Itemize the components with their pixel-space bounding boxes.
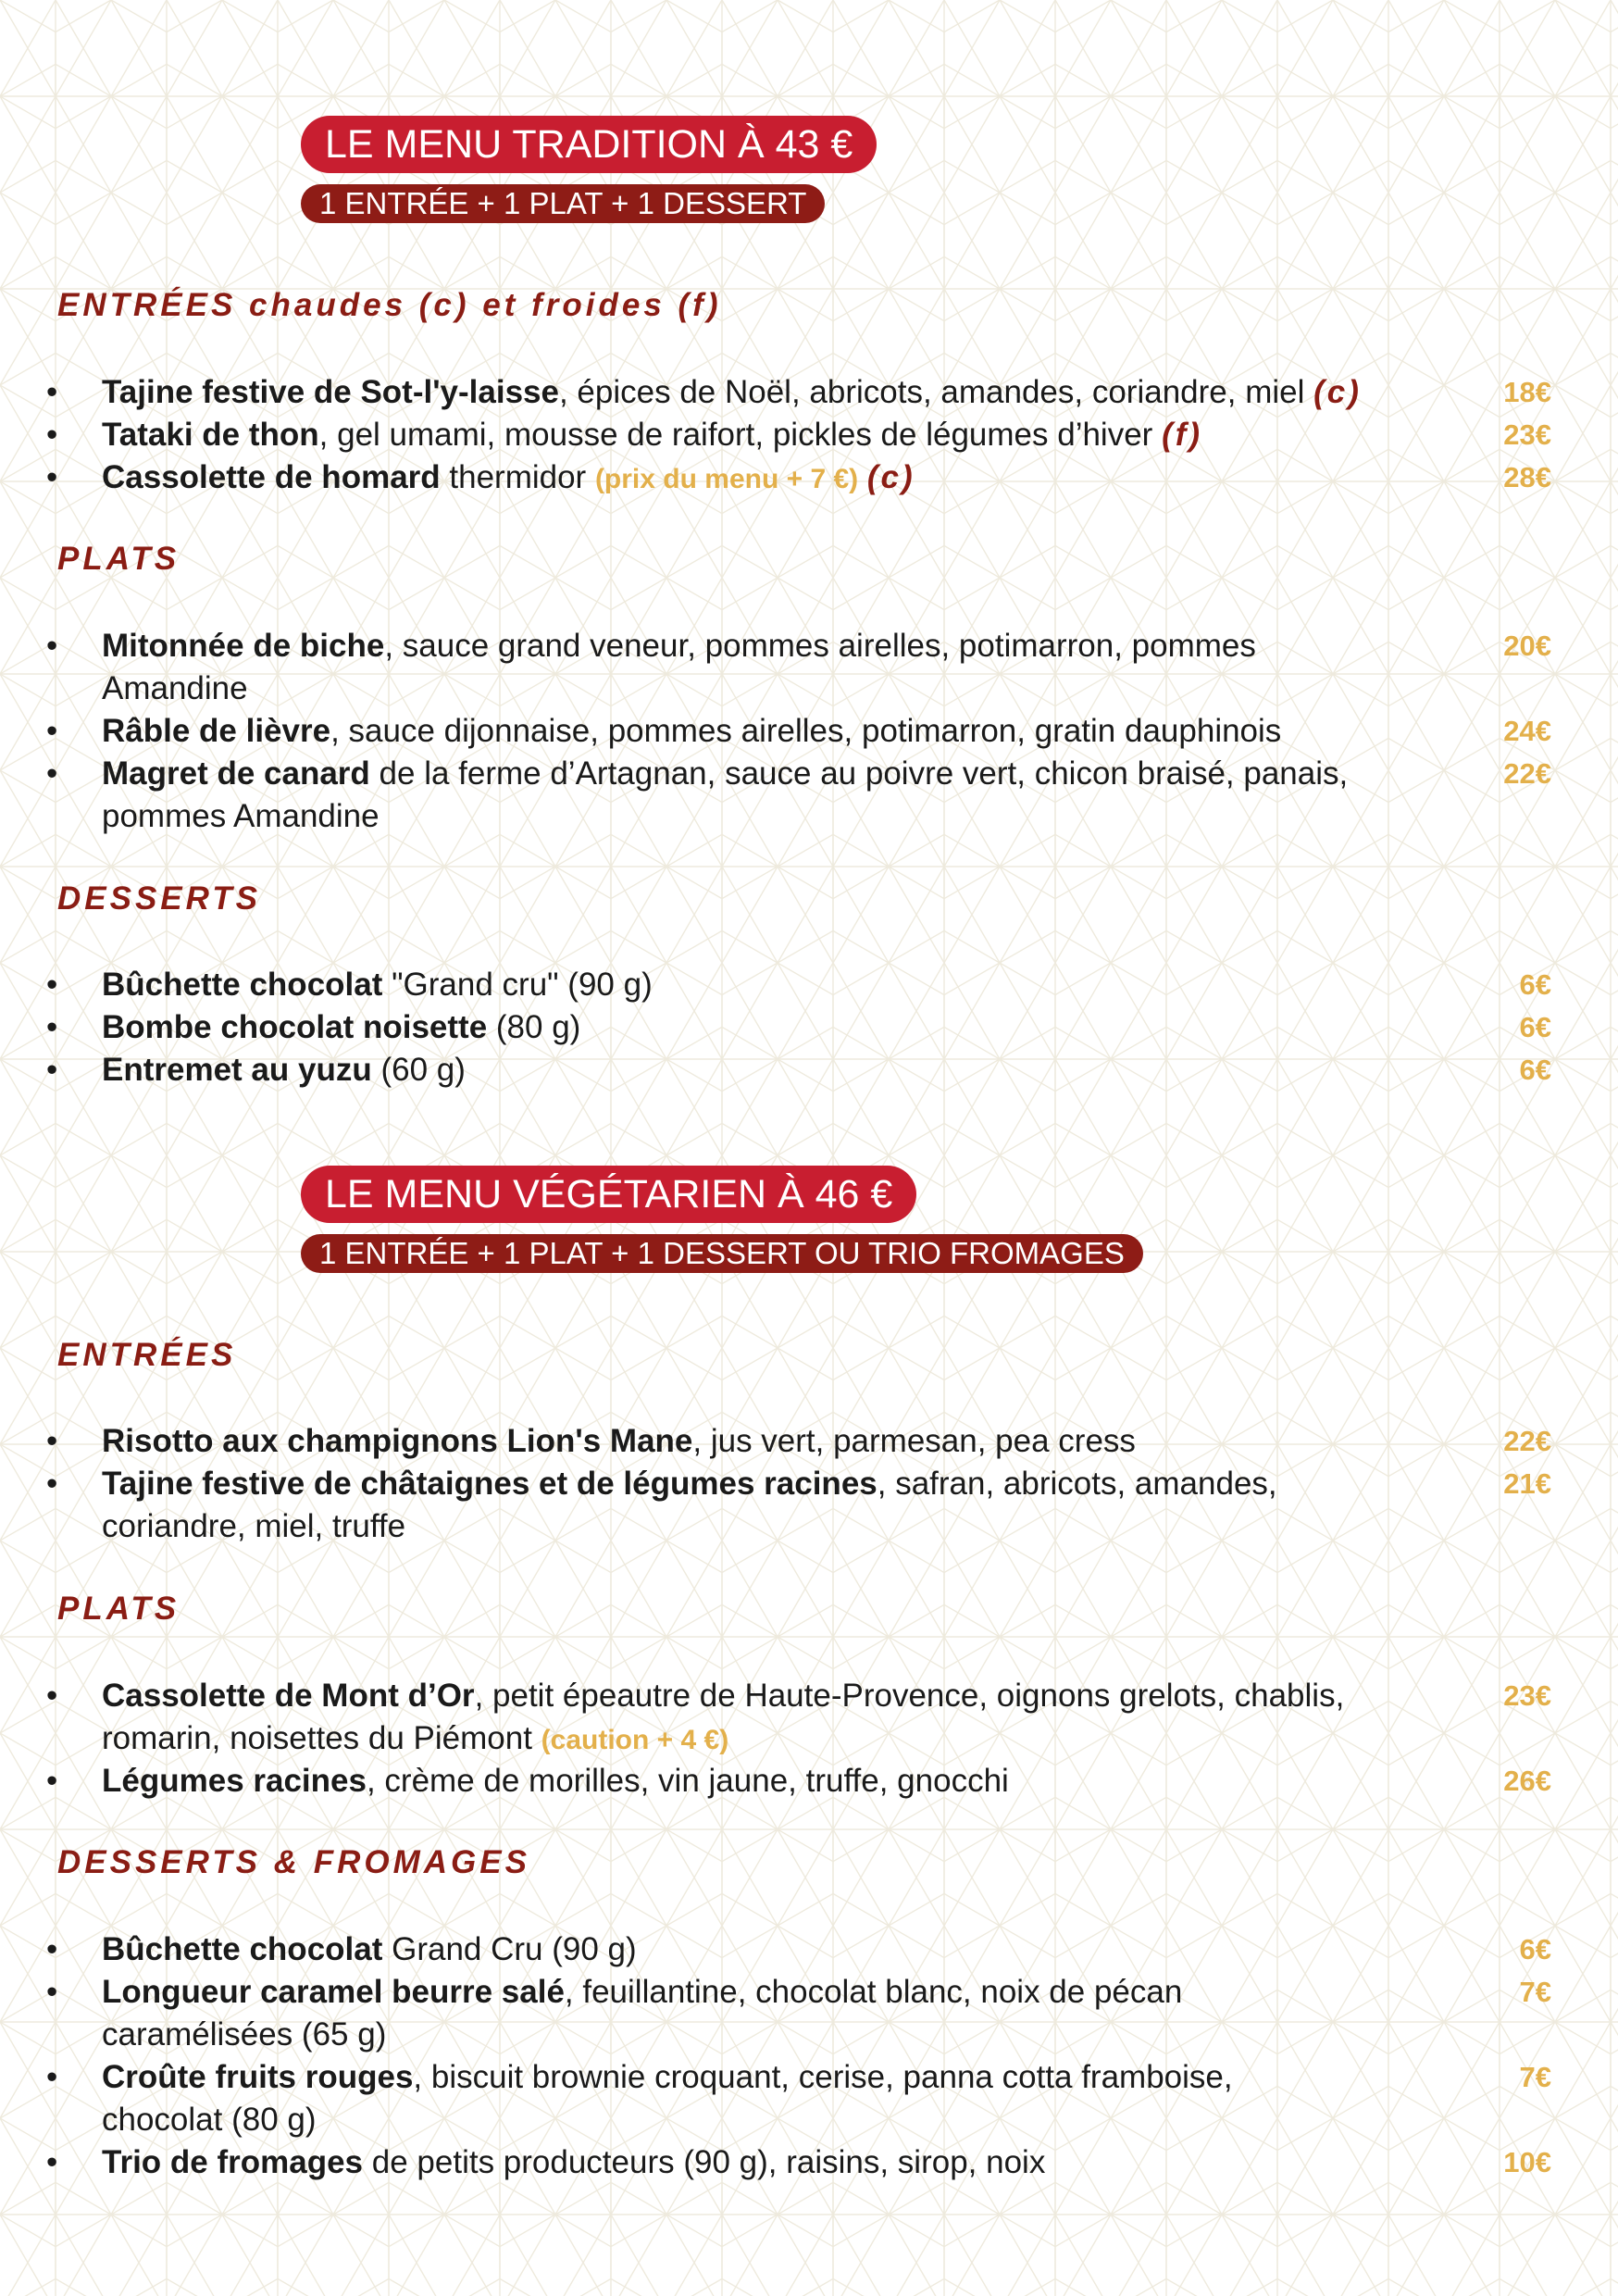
item-name: Tajine festive de Sot-l'y-laisse xyxy=(102,374,559,410)
item-description: (60 g) xyxy=(371,1052,466,1088)
item-description: , sauce grand veneur, pommes airelles, potimarron, pommes xyxy=(384,628,1256,664)
item-price: 24€ xyxy=(1503,715,1551,747)
item-name: Magret de canard xyxy=(102,755,370,792)
item-note: (prix du menu + 7 €) xyxy=(594,464,859,494)
bullet: • xyxy=(46,1678,58,1714)
bullet: • xyxy=(46,628,58,664)
item-name: Tajine festive de châtaignes et de légumes racines xyxy=(102,1466,877,1502)
item-name: Risotto aux champignons Lion's Mane xyxy=(102,1423,693,1459)
item-price: 7€ xyxy=(1519,1976,1551,2008)
item-name: Cassolette de homard xyxy=(102,459,441,495)
bullet: • xyxy=(46,1466,58,1502)
item-name: Tataki de thon xyxy=(102,417,319,453)
item-price: 20€ xyxy=(1503,630,1551,662)
item-price: 26€ xyxy=(1503,1765,1551,1797)
bullet: • xyxy=(46,967,58,1003)
menu-tradition-title: LE MENU TRADITION À 43 € xyxy=(301,116,877,173)
item-note: (caution + 4 €) xyxy=(541,1725,729,1755)
item-description-continued: Amandine xyxy=(102,670,248,706)
item-description: thermidor xyxy=(440,459,595,495)
item-name: Entremet au yuzu xyxy=(102,1052,372,1088)
item-description: , gel umami, mousse de raifort, pickles de légumes d’hiver xyxy=(318,417,1163,453)
bullet: • xyxy=(46,713,58,749)
item-tag: (c) xyxy=(1313,374,1362,410)
bullet: • xyxy=(46,1052,58,1088)
section-heading-desserts-tradition: DESSERTS xyxy=(57,880,262,917)
bullet: • xyxy=(46,1931,58,1967)
item-description-continued: coriandre, miel, truffe xyxy=(102,1508,406,1544)
item-tag: (f) xyxy=(1162,417,1203,453)
item-description: "Grand cru" (90 g) xyxy=(382,967,653,1003)
item-description-continued: caramélisées (65 g) xyxy=(102,2016,387,2053)
menu-item xyxy=(46,2141,1551,2184)
bullet: • xyxy=(46,755,58,792)
item-price: 22€ xyxy=(1503,1425,1551,1457)
bullet: • xyxy=(46,2144,58,2180)
item-price: 18€ xyxy=(1503,376,1551,408)
menu-item xyxy=(46,456,1551,501)
bullet: • xyxy=(46,2059,58,2095)
item-name: Croûte fruits rouges xyxy=(102,2059,414,2095)
bullet: • xyxy=(46,1974,58,2010)
bullet: • xyxy=(46,417,58,453)
item-name: Cassolette de Mont d’Or xyxy=(102,1678,475,1714)
item-description: (80 g) xyxy=(487,1009,581,1045)
item-price: 21€ xyxy=(1503,1467,1551,1500)
item-price: 23€ xyxy=(1503,1679,1551,1712)
item-price: 22€ xyxy=(1503,757,1551,790)
menu-item xyxy=(46,1971,1551,2056)
menu-item xyxy=(46,1675,1551,1762)
menu-item xyxy=(46,1006,1551,1049)
menu-vegetarien-title: LE MENU VÉGÉTARIEN À 46 € xyxy=(301,1166,916,1223)
bullet: • xyxy=(46,1009,58,1045)
section-heading-plats-vegetarien: PLATS xyxy=(57,1591,180,1627)
item-name: Râble de lièvre xyxy=(102,713,331,749)
menu-item xyxy=(46,371,1551,414)
menu-item xyxy=(46,1463,1551,1548)
menu-item xyxy=(46,1049,1551,1092)
item-name: Bûchette chocolat xyxy=(102,967,383,1003)
item-name: Longueur caramel beurre salé xyxy=(102,1974,565,2010)
item-price: 10€ xyxy=(1503,2146,1551,2178)
item-name: Bûchette chocolat xyxy=(102,1931,383,1967)
item-description: , jus vert, parmesan, pea cress xyxy=(692,1423,1136,1459)
item-price: 6€ xyxy=(1519,1054,1551,1086)
item-description: , épices de Noël, abricots, amandes, coriandre, miel xyxy=(558,374,1314,410)
menu-vegetarien-subtitle: 1 ENTRÉE + 1 PLAT + 1 DESSERT OU TRIO FROMAGES xyxy=(301,1234,1143,1273)
bullet: • xyxy=(46,459,58,495)
item-description: Grand Cru (90 g) xyxy=(382,1931,637,1967)
bullet: • xyxy=(46,374,58,410)
item-description: , crème de morilles, vin jaune, truffe, gnocchi xyxy=(366,1763,1009,1799)
item-description: de petits producteurs (90 g), raisins, sirop, noix xyxy=(363,2144,1046,2180)
item-price: 7€ xyxy=(1519,2061,1551,2093)
item-description-continued: pommes Amandine xyxy=(102,798,380,834)
item-name: Bombe chocolat noisette xyxy=(102,1009,488,1045)
section-heading-entrees-vegetarien: ENTRÉES xyxy=(57,1337,237,1373)
section-heading-entrees-tradition: ENTRÉES chaudes (c) et froides (f) xyxy=(57,287,722,323)
menu-item xyxy=(46,1420,1551,1463)
item-description: , feuillantine, chocolat blanc, noix de pécan xyxy=(564,1974,1183,2010)
section-heading-desserts-fromages: DESSERTS & FROMAGES xyxy=(57,1844,530,1880)
item-price: 6€ xyxy=(1519,1011,1551,1043)
item-price: 23€ xyxy=(1503,418,1551,451)
menu-item xyxy=(46,1760,1551,1803)
item-description: de la ferme d’Artagnan, sauce au poivre vert, chicon braisé, panais, xyxy=(369,755,1349,792)
item-tag: (c) xyxy=(866,459,915,495)
menu-item xyxy=(46,2056,1551,2141)
item-name: Trio de fromages xyxy=(102,2144,364,2180)
item-description-continued: romarin, noisettes du Piémont xyxy=(102,1720,541,1756)
item-description: , petit épeautre de Haute-Provence, oignons grelots, chablis, xyxy=(474,1678,1345,1714)
bullet: • xyxy=(46,1763,58,1799)
menu-item xyxy=(46,710,1551,753)
item-name: Légumes racines xyxy=(102,1763,367,1799)
item-price: 6€ xyxy=(1519,968,1551,1001)
menu-item xyxy=(46,625,1551,710)
menu-item xyxy=(46,964,1551,1006)
section-heading-plats-tradition: PLATS xyxy=(57,541,180,577)
item-description-continued: chocolat (80 g) xyxy=(102,2102,317,2138)
menu-tradition-subtitle: 1 ENTRÉE + 1 PLAT + 1 DESSERT xyxy=(301,184,825,223)
item-price: 28€ xyxy=(1503,461,1551,493)
item-description: , safran, abricots, amandes, xyxy=(877,1466,1277,1502)
menu-item xyxy=(46,1928,1551,1971)
bullet: • xyxy=(46,1423,58,1459)
menu-item xyxy=(46,753,1551,838)
menu-item xyxy=(46,414,1551,456)
item-description: , sauce dijonnaise, pommes airelles, potimarron, gratin dauphinois xyxy=(330,713,1282,749)
item-name: Mitonnée de biche xyxy=(102,628,385,664)
item-price: 6€ xyxy=(1519,1933,1551,1965)
item-description: , biscuit brownie croquant, cerise, panna cotta framboise, xyxy=(413,2059,1233,2095)
